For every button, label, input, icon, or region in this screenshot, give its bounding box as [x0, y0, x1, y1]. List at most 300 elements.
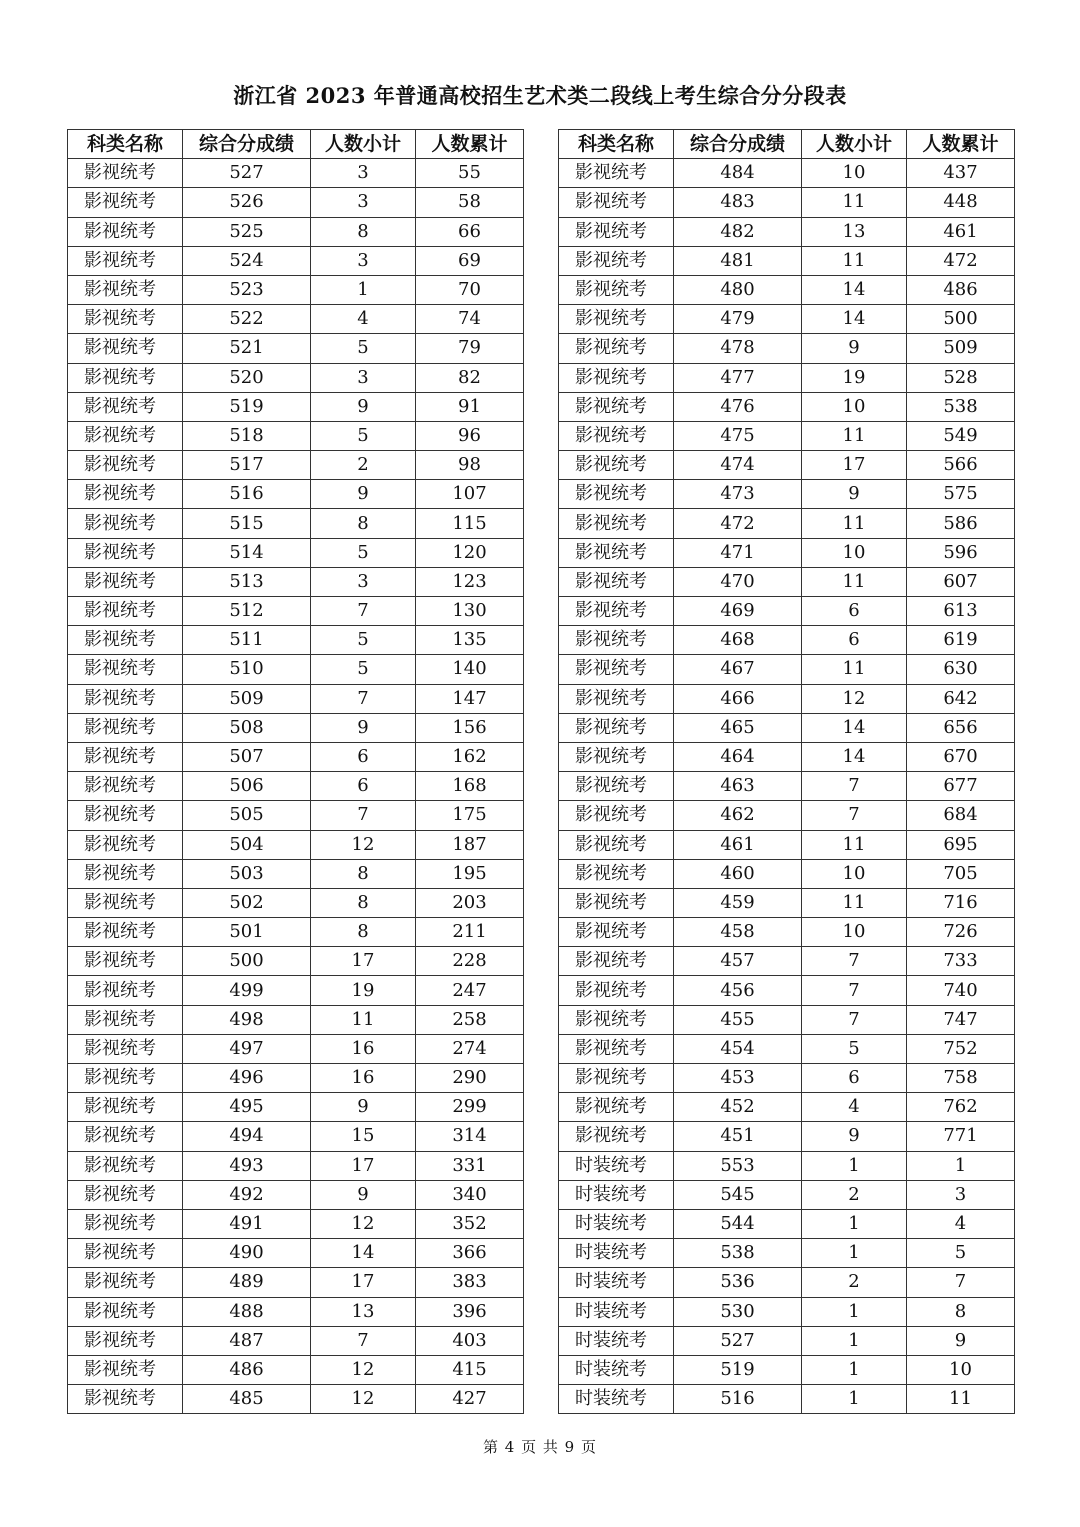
count-cell: 9	[311, 713, 416, 742]
table-row	[68, 421, 524, 450]
table-row	[559, 334, 1015, 363]
table-row	[68, 1268, 524, 1297]
category-cell: 影视统考	[68, 830, 183, 859]
cumulative-cell: 1	[907, 1151, 1015, 1180]
table-row	[68, 509, 524, 538]
category-cell: 影视统考	[68, 1093, 183, 1122]
cumulative-cell: 670	[907, 742, 1015, 771]
cumulative-cell: 747	[907, 1005, 1015, 1034]
table-row	[559, 509, 1015, 538]
category-cell: 影视统考	[559, 509, 674, 538]
count-cell: 11	[802, 567, 907, 596]
count-cell: 1	[311, 275, 416, 304]
category-cell: 时装统考	[559, 1385, 674, 1414]
score-cell: 464	[674, 742, 802, 771]
count-cell: 11	[311, 1005, 416, 1034]
count-cell: 3	[311, 188, 416, 217]
cumulative-cell: 96	[416, 421, 524, 450]
category-cell: 影视统考	[559, 859, 674, 888]
cumulative-cell: 55	[416, 159, 524, 188]
score-cell: 538	[674, 1239, 802, 1268]
category-cell: 影视统考	[68, 509, 183, 538]
count-cell: 17	[802, 451, 907, 480]
category-cell: 影视统考	[559, 1093, 674, 1122]
score-cell: 521	[183, 334, 311, 363]
table-row	[559, 1093, 1015, 1122]
table-row	[68, 246, 524, 275]
score-cell: 484	[674, 159, 802, 188]
category-cell: 时装统考	[559, 1297, 674, 1326]
table-row	[559, 246, 1015, 275]
count-cell: 7	[802, 772, 907, 801]
table-row	[559, 1064, 1015, 1093]
cumulative-cell: 290	[416, 1064, 524, 1093]
cumulative-cell: 70	[416, 275, 524, 304]
score-cell: 471	[674, 538, 802, 567]
cumulative-cell: 726	[907, 918, 1015, 947]
count-cell: 9	[802, 480, 907, 509]
score-cell: 536	[674, 1268, 802, 1297]
header-count: 人数小计	[802, 130, 907, 159]
table-row	[559, 1239, 1015, 1268]
cumulative-cell: 7	[907, 1268, 1015, 1297]
table-row	[68, 451, 524, 480]
header-category: 科类名称	[68, 130, 183, 159]
cumulative-cell: 162	[416, 742, 524, 771]
cumulative-cell: 187	[416, 830, 524, 859]
score-cell: 491	[183, 1209, 311, 1238]
count-cell: 16	[311, 1064, 416, 1093]
score-cell: 465	[674, 713, 802, 742]
cumulative-cell: 247	[416, 976, 524, 1005]
category-cell: 影视统考	[68, 305, 183, 334]
cumulative-cell: 684	[907, 801, 1015, 830]
category-cell: 影视统考	[68, 918, 183, 947]
cumulative-cell: 352	[416, 1209, 524, 1238]
score-cell: 512	[183, 597, 311, 626]
table-row	[68, 1355, 524, 1384]
score-cell: 490	[183, 1239, 311, 1268]
category-cell: 影视统考	[559, 451, 674, 480]
score-cell: 503	[183, 859, 311, 888]
score-cell: 489	[183, 1268, 311, 1297]
score-cell: 511	[183, 626, 311, 655]
cumulative-cell: 91	[416, 392, 524, 421]
cumulative-cell: 74	[416, 305, 524, 334]
table-row	[559, 859, 1015, 888]
score-cell: 514	[183, 538, 311, 567]
count-cell: 6	[311, 742, 416, 771]
score-cell: 516	[674, 1385, 802, 1414]
category-cell: 影视统考	[559, 713, 674, 742]
count-cell: 3	[311, 159, 416, 188]
score-cell: 453	[674, 1064, 802, 1093]
count-cell: 9	[311, 1093, 416, 1122]
count-cell: 2	[802, 1268, 907, 1297]
table-row	[68, 713, 524, 742]
count-cell: 12	[311, 1355, 416, 1384]
table-row	[68, 1180, 524, 1209]
table-body-left	[68, 159, 524, 1414]
score-cell: 505	[183, 801, 311, 830]
table-row	[559, 1355, 1015, 1384]
cumulative-cell: 120	[416, 538, 524, 567]
score-cell: 486	[183, 1355, 311, 1384]
score-cell: 495	[183, 1093, 311, 1122]
count-cell: 5	[311, 421, 416, 450]
table-row	[559, 421, 1015, 450]
table-row	[68, 392, 524, 421]
cumulative-cell: 403	[416, 1326, 524, 1355]
table-row	[559, 888, 1015, 917]
table-row	[68, 1064, 524, 1093]
table-row	[559, 1297, 1015, 1326]
table-row	[68, 830, 524, 859]
category-cell: 影视统考	[559, 363, 674, 392]
score-cell: 493	[183, 1151, 311, 1180]
count-cell: 17	[311, 947, 416, 976]
score-cell: 462	[674, 801, 802, 830]
score-cell: 520	[183, 363, 311, 392]
header-score: 综合分成绩	[183, 130, 311, 159]
score-cell: 498	[183, 1005, 311, 1034]
category-cell: 影视统考	[68, 1005, 183, 1034]
count-cell: 13	[802, 217, 907, 246]
count-cell: 10	[802, 159, 907, 188]
category-cell: 时装统考	[559, 1209, 674, 1238]
cumulative-cell: 509	[907, 334, 1015, 363]
cumulative-cell: 366	[416, 1239, 524, 1268]
cumulative-cell: 203	[416, 888, 524, 917]
header-score: 综合分成绩	[674, 130, 802, 159]
score-cell: 506	[183, 772, 311, 801]
cumulative-cell: 538	[907, 392, 1015, 421]
table-row	[68, 305, 524, 334]
cumulative-cell: 11	[907, 1385, 1015, 1414]
count-cell: 13	[311, 1297, 416, 1326]
table-row	[68, 363, 524, 392]
cumulative-cell: 733	[907, 947, 1015, 976]
category-cell: 影视统考	[68, 859, 183, 888]
table-row	[68, 684, 524, 713]
score-cell: 487	[183, 1326, 311, 1355]
count-cell: 7	[311, 597, 416, 626]
score-cell: 516	[183, 480, 311, 509]
table-row	[559, 188, 1015, 217]
cumulative-cell: 758	[907, 1064, 1015, 1093]
category-cell: 影视统考	[559, 334, 674, 363]
category-cell: 影视统考	[68, 1326, 183, 1355]
table-row	[68, 159, 524, 188]
table-row	[68, 742, 524, 771]
cumulative-cell: 211	[416, 918, 524, 947]
cumulative-cell: 762	[907, 1093, 1015, 1122]
count-cell: 14	[311, 1239, 416, 1268]
table-row	[559, 538, 1015, 567]
table-row	[559, 217, 1015, 246]
table-row	[68, 217, 524, 246]
category-cell: 影视统考	[68, 1268, 183, 1297]
cumulative-cell: 10	[907, 1355, 1015, 1384]
category-cell: 影视统考	[68, 1151, 183, 1180]
count-cell: 10	[802, 859, 907, 888]
table-row	[68, 1385, 524, 1414]
category-cell: 影视统考	[68, 801, 183, 830]
table-row	[68, 918, 524, 947]
table-row	[559, 1180, 1015, 1209]
cumulative-cell: 4	[907, 1209, 1015, 1238]
score-cell: 469	[674, 597, 802, 626]
cumulative-cell: 8	[907, 1297, 1015, 1326]
table-row	[68, 772, 524, 801]
category-cell: 影视统考	[68, 451, 183, 480]
score-cell: 474	[674, 451, 802, 480]
category-cell: 影视统考	[68, 275, 183, 304]
category-cell: 影视统考	[68, 392, 183, 421]
category-cell: 影视统考	[68, 1034, 183, 1063]
category-cell: 影视统考	[559, 421, 674, 450]
count-cell: 14	[802, 742, 907, 771]
score-cell: 479	[674, 305, 802, 334]
category-cell: 影视统考	[68, 159, 183, 188]
count-cell: 14	[802, 305, 907, 334]
score-cell: 519	[674, 1355, 802, 1384]
score-cell: 456	[674, 976, 802, 1005]
score-cell: 458	[674, 918, 802, 947]
page-number: 第 4 页 共 9 页	[483, 1438, 597, 1456]
table-row	[559, 1034, 1015, 1063]
header-category: 科类名称	[559, 130, 674, 159]
category-cell: 影视统考	[559, 392, 674, 421]
count-cell: 5	[311, 655, 416, 684]
header-count: 人数小计	[311, 130, 416, 159]
category-cell: 影视统考	[559, 626, 674, 655]
cumulative-cell: 528	[907, 363, 1015, 392]
table-row	[68, 334, 524, 363]
cumulative-cell: 566	[907, 451, 1015, 480]
cumulative-cell: 195	[416, 859, 524, 888]
score-cell: 482	[674, 217, 802, 246]
cumulative-cell: 156	[416, 713, 524, 742]
count-cell: 7	[802, 801, 907, 830]
cumulative-cell: 383	[416, 1268, 524, 1297]
cumulative-cell: 5	[907, 1239, 1015, 1268]
count-cell: 3	[311, 363, 416, 392]
cumulative-cell: 274	[416, 1034, 524, 1063]
count-cell: 8	[311, 217, 416, 246]
category-cell: 影视统考	[68, 538, 183, 567]
score-cell: 518	[183, 421, 311, 450]
table-row	[559, 655, 1015, 684]
table-row	[68, 1151, 524, 1180]
category-cell: 影视统考	[68, 567, 183, 596]
cumulative-cell: 586	[907, 509, 1015, 538]
score-cell: 468	[674, 626, 802, 655]
header-cumulative: 人数累计	[416, 130, 524, 159]
category-cell: 影视统考	[68, 480, 183, 509]
cumulative-cell: 448	[907, 188, 1015, 217]
count-cell: 5	[311, 626, 416, 655]
table-row	[68, 597, 524, 626]
score-cell: 499	[183, 976, 311, 1005]
category-cell: 影视统考	[68, 1209, 183, 1238]
score-cell: 481	[674, 246, 802, 275]
category-cell: 影视统考	[559, 976, 674, 1005]
header-cumulative: 人数累计	[907, 130, 1015, 159]
table-row	[68, 888, 524, 917]
table-row	[559, 597, 1015, 626]
count-cell: 17	[311, 1268, 416, 1297]
cumulative-cell: 630	[907, 655, 1015, 684]
table-header-row	[559, 130, 1015, 159]
category-cell: 时装统考	[559, 1151, 674, 1180]
count-cell: 10	[802, 392, 907, 421]
count-cell: 14	[802, 275, 907, 304]
table-row	[68, 801, 524, 830]
category-cell: 影视统考	[559, 1064, 674, 1093]
count-cell: 2	[311, 451, 416, 480]
category-cell: 影视统考	[68, 246, 183, 275]
count-cell: 11	[802, 188, 907, 217]
score-table-right	[558, 129, 1015, 1414]
table-row	[559, 1151, 1015, 1180]
table-row	[559, 1326, 1015, 1355]
category-cell: 影视统考	[559, 801, 674, 830]
table-row	[559, 830, 1015, 859]
cumulative-cell: 123	[416, 567, 524, 596]
cumulative-cell: 472	[907, 246, 1015, 275]
category-cell: 影视统考	[559, 947, 674, 976]
score-cell: 525	[183, 217, 311, 246]
count-cell: 10	[802, 918, 907, 947]
count-cell: 7	[311, 1326, 416, 1355]
table-row	[559, 772, 1015, 801]
score-cell: 522	[183, 305, 311, 334]
count-cell: 6	[311, 772, 416, 801]
category-cell: 影视统考	[559, 538, 674, 567]
score-cell: 461	[674, 830, 802, 859]
score-cell: 466	[674, 684, 802, 713]
cumulative-cell: 228	[416, 947, 524, 976]
score-cell: 527	[674, 1326, 802, 1355]
count-cell: 12	[311, 830, 416, 859]
category-cell: 影视统考	[559, 275, 674, 304]
count-cell: 8	[311, 888, 416, 917]
count-cell: 6	[802, 1064, 907, 1093]
cumulative-cell: 331	[416, 1151, 524, 1180]
category-cell: 影视统考	[68, 597, 183, 626]
table-row	[559, 1209, 1015, 1238]
score-cell: 488	[183, 1297, 311, 1326]
cumulative-cell: 705	[907, 859, 1015, 888]
category-cell: 影视统考	[68, 334, 183, 363]
cumulative-cell: 175	[416, 801, 524, 830]
table-row	[559, 626, 1015, 655]
score-cell: 454	[674, 1034, 802, 1063]
count-cell: 1	[802, 1151, 907, 1180]
count-cell: 6	[802, 626, 907, 655]
count-cell: 11	[802, 888, 907, 917]
table-row	[559, 1005, 1015, 1034]
count-cell: 11	[802, 830, 907, 859]
category-cell: 影视统考	[68, 772, 183, 801]
cumulative-cell: 575	[907, 480, 1015, 509]
count-cell: 9	[802, 334, 907, 363]
count-cell: 8	[311, 859, 416, 888]
score-cell: 478	[674, 334, 802, 363]
table-row	[68, 1034, 524, 1063]
score-cell: 517	[183, 451, 311, 480]
table-row	[68, 947, 524, 976]
category-cell: 影视统考	[68, 1355, 183, 1384]
category-cell: 时装统考	[559, 1355, 674, 1384]
count-cell: 8	[311, 509, 416, 538]
category-cell: 影视统考	[559, 188, 674, 217]
category-cell: 时装统考	[559, 1268, 674, 1297]
cumulative-cell: 98	[416, 451, 524, 480]
cumulative-cell: 642	[907, 684, 1015, 713]
cumulative-cell: 299	[416, 1093, 524, 1122]
count-cell: 4	[802, 1093, 907, 1122]
count-cell: 12	[802, 684, 907, 713]
category-cell: 影视统考	[559, 159, 674, 188]
cumulative-cell: 716	[907, 888, 1015, 917]
table-row	[68, 1297, 524, 1326]
count-cell: 4	[311, 305, 416, 334]
table-row	[559, 363, 1015, 392]
count-cell: 15	[311, 1122, 416, 1151]
score-cell: 502	[183, 888, 311, 917]
score-cell: 470	[674, 567, 802, 596]
score-cell: 451	[674, 1122, 802, 1151]
cumulative-cell: 107	[416, 480, 524, 509]
category-cell: 影视统考	[68, 684, 183, 713]
score-cell: 494	[183, 1122, 311, 1151]
score-cell: 515	[183, 509, 311, 538]
cumulative-cell: 82	[416, 363, 524, 392]
score-cell: 519	[183, 392, 311, 421]
score-cell: 500	[183, 947, 311, 976]
category-cell: 时装统考	[559, 1326, 674, 1355]
category-cell: 影视统考	[559, 888, 674, 917]
cumulative-cell: 115	[416, 509, 524, 538]
cumulative-cell: 613	[907, 597, 1015, 626]
table-row	[68, 188, 524, 217]
score-cell: 523	[183, 275, 311, 304]
score-cell: 507	[183, 742, 311, 771]
category-cell: 影视统考	[559, 597, 674, 626]
category-cell: 影视统考	[68, 1064, 183, 1093]
count-cell: 10	[802, 538, 907, 567]
category-cell: 影视统考	[68, 947, 183, 976]
category-cell: 影视统考	[68, 888, 183, 917]
table-row	[68, 1093, 524, 1122]
table-row	[68, 1209, 524, 1238]
score-cell: 480	[674, 275, 802, 304]
category-cell: 影视统考	[559, 567, 674, 596]
score-cell: 527	[183, 159, 311, 188]
score-cell: 460	[674, 859, 802, 888]
category-cell: 影视统考	[559, 684, 674, 713]
score-cell: 467	[674, 655, 802, 684]
category-cell: 影视统考	[68, 217, 183, 246]
cumulative-cell: 258	[416, 1005, 524, 1034]
table-row	[68, 626, 524, 655]
count-cell: 7	[802, 976, 907, 1005]
category-cell: 影视统考	[68, 1122, 183, 1151]
cumulative-cell: 656	[907, 713, 1015, 742]
count-cell: 5	[311, 334, 416, 363]
